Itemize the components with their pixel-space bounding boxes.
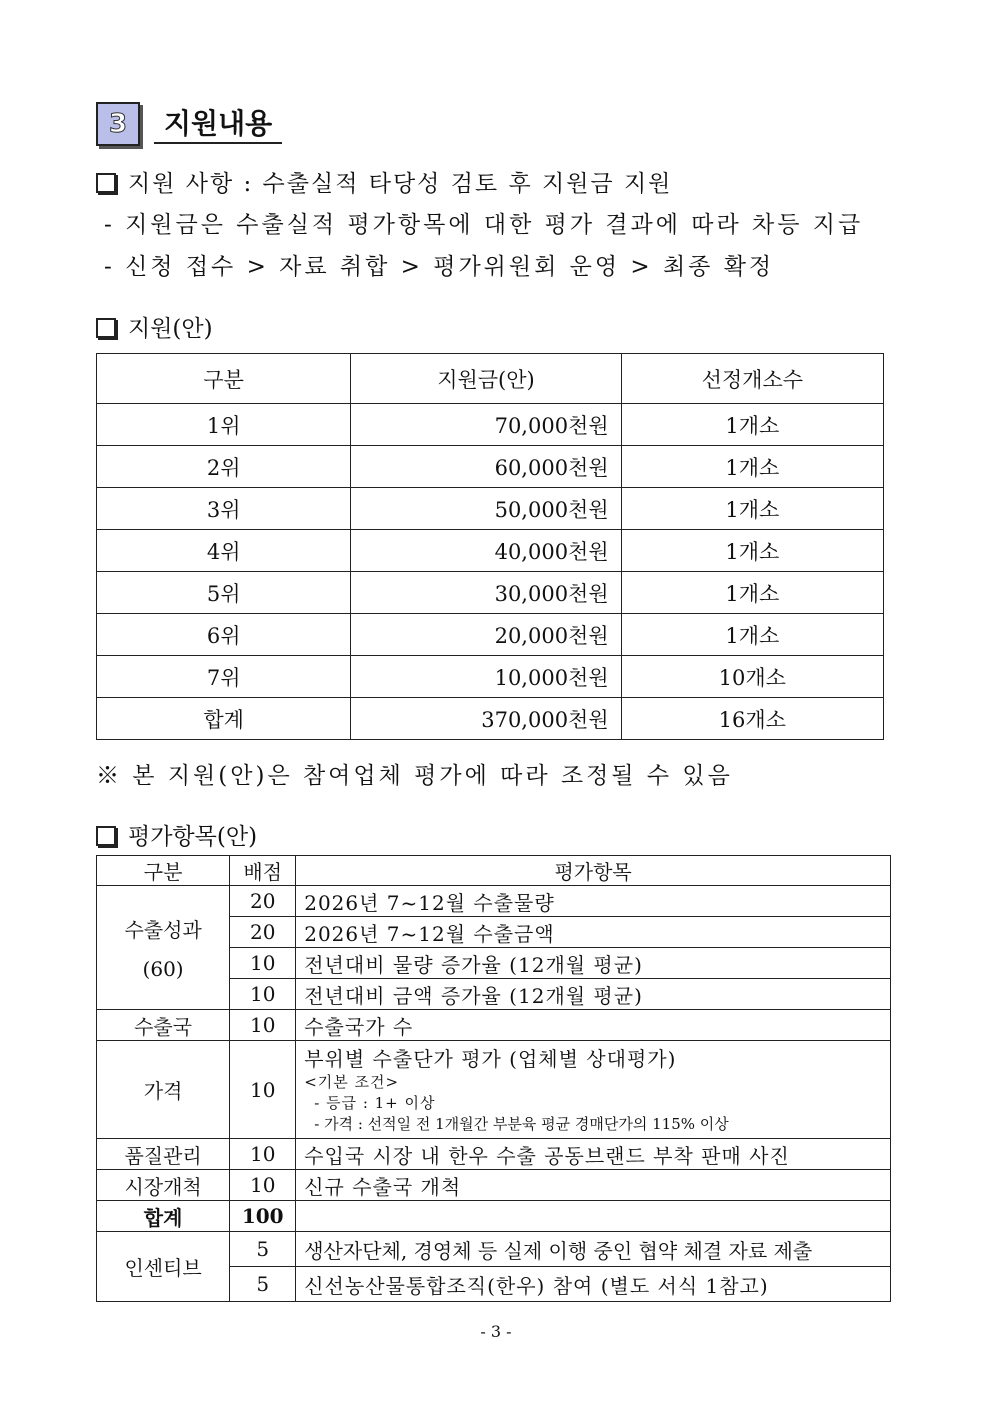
- item-cell: 전년대비 물량 증가율 (12개월 평균): [296, 948, 891, 979]
- section-number-badge: 3: [96, 102, 140, 146]
- category-cell: [97, 886, 230, 1010]
- evaluation-table: [96, 855, 891, 1302]
- score-cell: 10: [230, 1170, 296, 1201]
- total-label-cell: 합계: [97, 1201, 230, 1232]
- rank-cell: 3위: [97, 488, 351, 530]
- header-cell: 배점: [230, 856, 296, 886]
- table-total-row: [97, 698, 884, 740]
- item-cell: 전년대비 금액 증가율 (12개월 평균): [296, 979, 891, 1010]
- checkbox-square-icon: [96, 826, 116, 846]
- category-cell: 수출국: [97, 1010, 230, 1041]
- score-cell: 10: [230, 979, 296, 1010]
- checkbox-square-icon: [96, 318, 116, 338]
- score-cell: 5: [230, 1267, 296, 1302]
- table-row: [97, 404, 884, 446]
- amount-cell: 60,000천원: [351, 446, 621, 488]
- plan-note: ※ 본 지원(안)은 참여업체 평가에 따라 조정될 수 있음: [96, 763, 733, 789]
- table-row: [97, 530, 884, 572]
- item-cell: 생산자단체, 경영체 등 실제 이행 중인 협약 체결 자료 제출: [296, 1232, 891, 1267]
- total-score-cell: 100: [230, 1201, 296, 1232]
- count-cell: 10개소: [621, 656, 883, 698]
- item-cell: 2026년 7~12월 수출금액: [296, 917, 891, 948]
- score-cell: 10: [230, 1139, 296, 1170]
- amount-cell: 40,000천원: [351, 530, 621, 572]
- table-header-row: [97, 354, 884, 404]
- table-row: [97, 1010, 891, 1041]
- price-condition-2: - 가격 : 선적일 전 1개월간 부분육 평균 경매단가의 115% 이상: [314, 1115, 729, 1133]
- plan-heading: [96, 310, 213, 343]
- amount-cell: 30,000천원: [351, 572, 621, 614]
- bullet-1: - 지원금은 수출실적 평가항목에 대한 평가 결과에 따라 차등 지급: [104, 212, 864, 238]
- rank-cell: 4위: [97, 530, 351, 572]
- bullet-2: - 신청 접수 > 자료 취합 > 평가위원회 운영 > 최종 확정: [104, 254, 775, 280]
- score-cell: 5: [230, 1232, 296, 1267]
- count-cell: 1개소: [621, 488, 883, 530]
- table-header-row: [97, 856, 891, 886]
- count-cell: 1개소: [621, 404, 883, 446]
- table-total-row: [97, 1201, 891, 1232]
- count-cell: 1개소: [621, 614, 883, 656]
- item-cell: 수입국 시장 내 한우 수출 공동브랜드 부착 판매 사진: [296, 1139, 891, 1170]
- header-cell: 구분: [97, 354, 351, 404]
- table-row: [97, 1041, 891, 1139]
- amount-cell: 50,000천원: [351, 488, 621, 530]
- table-row: [97, 1170, 891, 1201]
- header-cell: 지원금(안): [351, 354, 621, 404]
- support-item-line: [96, 165, 672, 198]
- item-cell: 신규 수출국 개척: [296, 1170, 891, 1201]
- checkbox-square-icon: [96, 173, 116, 193]
- score-cell: 10: [230, 1010, 296, 1041]
- price-condition-1: - 등급 : 1+ 이상: [314, 1094, 436, 1112]
- table-row: [97, 614, 884, 656]
- category-label: 수출성과: [124, 918, 202, 942]
- header-cell: 평가항목: [296, 856, 891, 886]
- rank-cell: 6위: [97, 614, 351, 656]
- table-row: [97, 656, 884, 698]
- support-item-text: 지원 사항 : 수출실적 타당성 검토 후 지원금 지원: [128, 171, 673, 197]
- rank-cell: 합계: [97, 698, 351, 740]
- section-title: 지원내용: [154, 104, 282, 144]
- item-cell: 신선농산물통합조직(한우) 참여 (별도 서식 1참고): [296, 1267, 891, 1302]
- table-row: [97, 886, 891, 917]
- score-cell: 20: [230, 917, 296, 948]
- score-cell: 10: [230, 948, 296, 979]
- amount-cell: 370,000천원: [351, 698, 621, 740]
- amount-cell: 10,000천원: [351, 656, 621, 698]
- page-number: - 3 -: [480, 1322, 512, 1341]
- item-cell: 수출국가 수: [296, 1010, 891, 1041]
- header-cell: 구분: [97, 856, 230, 886]
- evaluation-heading: [96, 818, 257, 851]
- category-cell: 시장개척: [97, 1170, 230, 1201]
- price-main-text: 부위별 수출단가 평가 (업체별 상대평가): [304, 1047, 677, 1071]
- item-cell: 2026년 7~12월 수출물량: [296, 886, 891, 917]
- amount-cell: 20,000천원: [351, 614, 621, 656]
- plan-heading-text: 지원(안): [128, 316, 213, 342]
- header-cell: 선정개소수: [621, 354, 883, 404]
- rank-cell: 1위: [97, 404, 351, 446]
- rank-cell: 2위: [97, 446, 351, 488]
- category-cell: 품질관리: [97, 1139, 230, 1170]
- table-row: [97, 1139, 891, 1170]
- rank-cell: 5위: [97, 572, 351, 614]
- evaluation-heading-text: 평가항목(안): [128, 824, 258, 850]
- category-cell: 인센티브: [97, 1232, 230, 1302]
- support-plan-table: [96, 353, 884, 740]
- category-sublabel: (60): [142, 957, 184, 981]
- count-cell: 1개소: [621, 572, 883, 614]
- table-row: [97, 1232, 891, 1267]
- amount-cell: 70,000천원: [351, 404, 621, 446]
- count-cell: 1개소: [621, 446, 883, 488]
- score-cell: 10: [230, 1041, 296, 1139]
- score-cell: 20: [230, 886, 296, 917]
- count-cell: 16개소: [621, 698, 883, 740]
- count-cell: 1개소: [621, 530, 883, 572]
- price-condition-title: <기본 조건>: [304, 1073, 400, 1091]
- rank-cell: 7위: [97, 656, 351, 698]
- empty-cell: [296, 1201, 891, 1232]
- table-row: [97, 446, 884, 488]
- table-row: [97, 572, 884, 614]
- item-cell: [296, 1041, 891, 1139]
- category-cell: 가격: [97, 1041, 230, 1139]
- table-row: [97, 488, 884, 530]
